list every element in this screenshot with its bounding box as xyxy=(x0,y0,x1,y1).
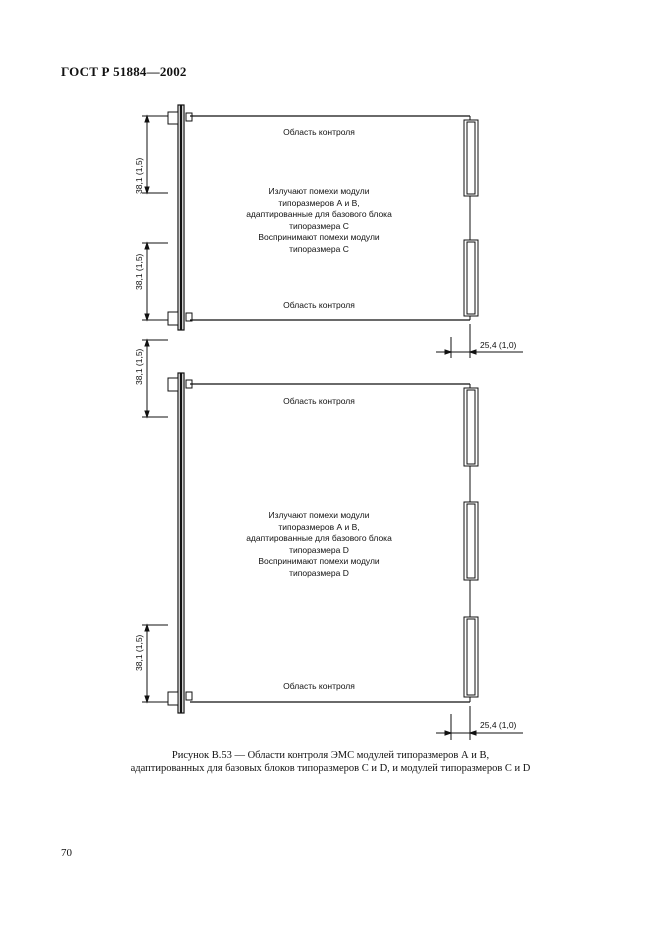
top-description xyxy=(214,186,424,256)
bottom-desc-line: Излучают помехи модули xyxy=(268,510,370,520)
top-dim-horizontal: 25,4 (1,0) xyxy=(480,340,517,350)
top-dim-vertical-upper: 38,1 (1,5) xyxy=(134,157,144,194)
bottom-area-label-upper: Область контроля xyxy=(283,396,355,406)
bottom-dim-vertical-upper: 38,1 (1,5) xyxy=(134,348,144,385)
top-dim-vertical-lower: 38,1 (1,5) xyxy=(134,253,144,290)
document-header: ГОСТ Р 51884—2002 xyxy=(61,64,187,79)
bottom-dim-vertical-lower: 38,1 (1,5) xyxy=(134,634,144,671)
top-desc-line: типоразмеров А и В, xyxy=(278,197,360,208)
bottom-desc-line: Воспринимают помехи модули xyxy=(258,556,380,567)
bottom-desc-line: типоразмера D xyxy=(289,544,349,555)
top-desc-line: Излучают помехи модули xyxy=(268,186,370,196)
caption-line-2: адаптированных для базовых блоков типоразмеров С и D, и модулей типоразмеров С и D xyxy=(130,763,531,774)
bottom-area-label-lower: Область контроля xyxy=(283,681,355,691)
bottom-desc-line: типоразмеров А и В, xyxy=(278,521,360,532)
page-number: 70 xyxy=(61,847,72,859)
bottom-desc-line: адаптированные для базового блока xyxy=(246,533,392,544)
bottom-desc-line: типоразмера D xyxy=(289,567,349,578)
top-area-label-lower: Область контроля xyxy=(283,300,355,310)
figure-caption xyxy=(0,749,661,775)
caption-line-1: Рисунок В.53 — Области контроля ЭМС модулей типоразмеров А и В, xyxy=(171,750,490,761)
top-desc-line: типоразмера С xyxy=(289,220,349,231)
top-desc-line: адаптированные для базового блока xyxy=(246,209,392,220)
top-desc-line: типоразмера С xyxy=(289,243,349,254)
bottom-description xyxy=(214,510,424,580)
bottom-dim-horizontal: 25,4 (1,0) xyxy=(480,720,517,730)
top-desc-line: Воспринимают помехи модули xyxy=(258,232,380,243)
top-area-label-upper: Область контроля xyxy=(283,127,355,137)
